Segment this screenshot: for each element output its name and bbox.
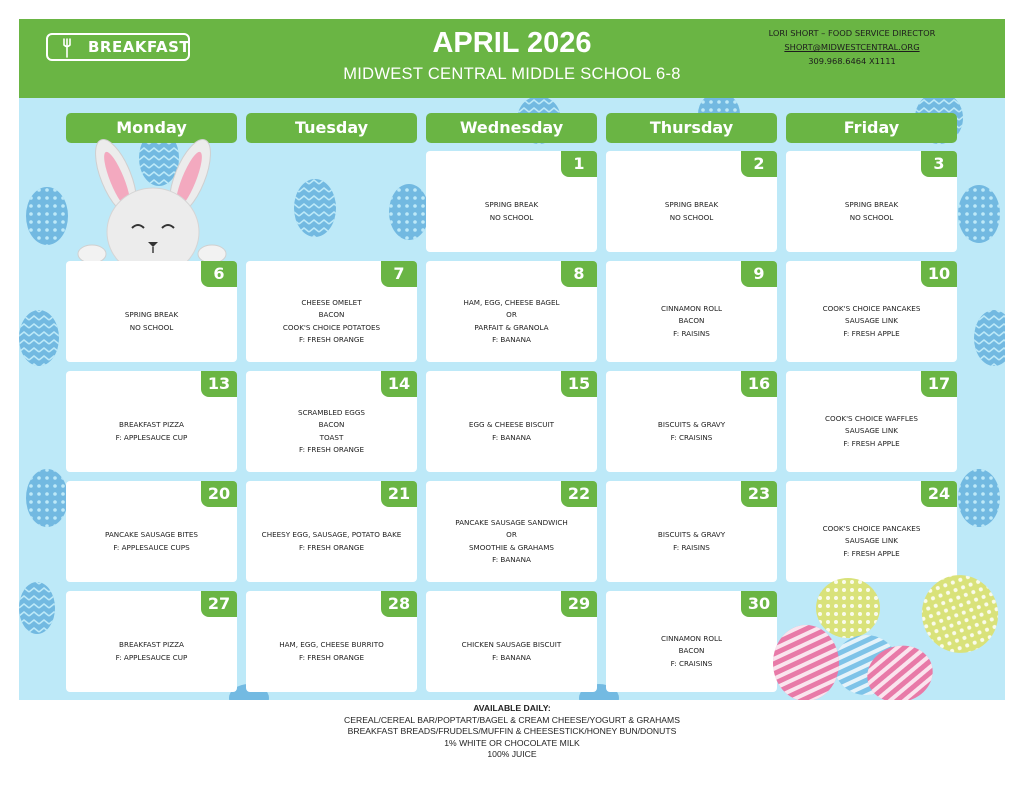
available-daily	[0, 703, 1024, 761]
menu-line: BACON	[678, 316, 705, 326]
menu-line: BREAKFAST PIZZA	[119, 640, 184, 650]
menu-items	[786, 397, 957, 466]
menu-line: BISCUITS & GRAVY	[657, 530, 726, 540]
menu-line: NO SCHOOL	[129, 322, 174, 332]
menu-line: CHEESE OMELET	[301, 297, 362, 307]
menu-line: F: RAISINS	[673, 542, 710, 552]
menu-line: SCRAMBLED EGGS	[298, 407, 365, 417]
menu-items	[426, 287, 597, 356]
day-number: 21	[381, 481, 417, 507]
menu-items	[66, 287, 237, 356]
menu-items	[786, 287, 957, 356]
day-number: 14	[381, 371, 417, 397]
menu-line: F: BANANA	[492, 432, 531, 442]
menu-items	[426, 397, 597, 466]
weekday-thursday: Thursday	[606, 113, 777, 143]
menu-items	[66, 507, 237, 576]
menu-items	[426, 507, 597, 576]
calendar-day	[606, 481, 777, 582]
available-daily-title: AVAILABLE DAILY:	[473, 703, 551, 713]
menu-line: F: BANANA	[492, 554, 531, 564]
calendar-day	[426, 481, 597, 582]
menu-items	[426, 177, 597, 246]
menu-line: CINNAMON ROLL	[661, 634, 722, 644]
menu-line: F: FRESH APPLE	[843, 328, 900, 338]
day-number: 22	[561, 481, 597, 507]
menu-line: PARFAIT & GRANOLA	[474, 322, 549, 332]
day-number: 17	[921, 371, 957, 397]
bunny-illustration	[72, 132, 232, 264]
available-daily-line: BREAKFAST BREADS/FRUDELS/MUFFIN & CHEESESTICK/HONEY BUN/DONUTS	[347, 726, 677, 737]
menu-line: F: APPLESAUCE CUP	[115, 432, 188, 442]
day-number: 13	[201, 371, 237, 397]
menu-items	[606, 177, 777, 246]
menu-items	[606, 397, 777, 466]
calendar-day	[606, 371, 777, 472]
calendar-day	[426, 591, 597, 692]
menu-line: SMOOTHIE & GRAHAMS	[469, 542, 554, 552]
menu-items	[246, 287, 417, 356]
menu-line: HAM, EGG, CHEESE BAGEL	[463, 297, 560, 307]
menu-line: F: FRESH ORANGE	[299, 334, 364, 344]
day-number: 28	[381, 591, 417, 617]
menu-line: SPRING BREAK	[124, 310, 179, 320]
menu-items	[606, 617, 777, 686]
menu-line: NO SCHOOL	[849, 212, 894, 222]
page-subtitle: MIDWEST CENTRAL MIDDLE SCHOOL 6-8	[343, 65, 681, 83]
menu-line: BREAKFAST PIZZA	[119, 420, 184, 430]
calendar-day	[786, 261, 957, 362]
contact-info	[752, 26, 952, 68]
menu-line: COOK'S CHOICE WAFFLES	[825, 414, 918, 424]
menu-items	[246, 397, 417, 466]
menu-line: F: FRESH ORANGE	[299, 542, 364, 552]
menu-line: OR	[506, 310, 517, 320]
day-number: 6	[201, 261, 237, 287]
calendar-day	[426, 261, 597, 362]
menu-line: COOK'S CHOICE PANCAKES	[822, 304, 921, 314]
menu-line: F: FRESH APPLE	[843, 438, 900, 448]
weekday-wednesday: Wednesday	[426, 113, 597, 143]
day-number: 9	[741, 261, 777, 287]
logo-label: BREAKFAST	[88, 38, 191, 56]
calendar-day	[246, 261, 417, 362]
day-number: 3	[921, 151, 957, 177]
menu-items	[66, 397, 237, 466]
menu-line: CHEESY EGG, SAUSAGE, POTATO BAKE	[261, 530, 402, 540]
menu-line: NO SCHOOL	[489, 212, 534, 222]
menu-line: F: RAISINS	[673, 328, 710, 338]
calendar-day	[786, 371, 957, 472]
menu-items	[786, 177, 957, 246]
day-number: 7	[381, 261, 417, 287]
calendar-day	[66, 371, 237, 472]
menu-line: F: BANANA	[492, 652, 531, 662]
day-number: 1	[561, 151, 597, 177]
menu-line: SAUSAGE LINK	[845, 316, 898, 326]
calendar-day	[606, 591, 777, 692]
calendar-day	[66, 261, 237, 362]
available-daily-line: CEREAL/CEREAL BAR/POPTART/BAGEL & CREAM CHEESE/YOGURT & GRAHAMS	[344, 714, 680, 725]
menu-line: BACON	[678, 646, 705, 656]
menu-line: PANCAKE SAUSAGE BITES	[105, 530, 198, 540]
calendar-day	[66, 591, 237, 692]
day-number: 27	[201, 591, 237, 617]
menu-line: HAM, EGG, CHEESE BURRITO	[279, 640, 384, 650]
menu-line: COOK'S CHOICE POTATOES	[282, 322, 381, 332]
weekday-monday: Monday	[66, 113, 237, 143]
day-number: 16	[741, 371, 777, 397]
weekday-friday: Friday	[786, 113, 957, 143]
calendar-day	[786, 481, 957, 582]
menu-line: BACON	[318, 420, 345, 430]
menu-line: SAUSAGE LINK	[845, 536, 898, 546]
day-number: 23	[741, 481, 777, 507]
page-title: APRIL 2026	[432, 27, 592, 59]
menu-items	[66, 617, 237, 686]
menu-items	[426, 617, 597, 686]
menu-line: F: FRESH ORANGE	[299, 652, 364, 662]
menu-line: CHICKEN SAUSAGE BISCUIT	[461, 640, 562, 650]
menu-line: SPRING BREAK	[484, 200, 539, 210]
menu-items	[786, 507, 957, 576]
menu-line: F: BANANA	[492, 334, 531, 344]
menu-line: F: APPLESAUCE CUPS	[113, 542, 190, 552]
menu-line: F: FRESH APPLE	[843, 548, 900, 558]
menu-line: EGG & CHEESE BISCUIT	[468, 420, 555, 430]
day-number: 2	[741, 151, 777, 177]
easter-eggs-illustration	[768, 570, 1004, 700]
menu-line: F: CRAISINS	[670, 658, 713, 668]
calendar-day	[246, 371, 417, 472]
day-number: 8	[561, 261, 597, 287]
menu-items	[246, 617, 417, 686]
calendar-day	[606, 261, 777, 362]
menu-line: NO SCHOOL	[669, 212, 714, 222]
menu-line: OR	[506, 530, 517, 540]
menu-items	[606, 507, 777, 576]
day-number: 24	[921, 481, 957, 507]
calendar-day	[786, 151, 957, 252]
day-number: 10	[921, 261, 957, 287]
menu-line: F: CRAISINS	[670, 432, 713, 442]
header-bar	[19, 19, 1005, 98]
menu-line: COOK'S CHOICE PANCAKES	[822, 524, 921, 534]
calendar-day	[66, 481, 237, 582]
day-number: 15	[561, 371, 597, 397]
menu-line: F: APPLESAUCE CUP	[115, 652, 188, 662]
calendar-day	[426, 371, 597, 472]
menu-line: SPRING BREAK	[664, 200, 719, 210]
calendar-day	[426, 151, 597, 252]
contact-phone: 309.968.6464 X1111	[808, 56, 896, 66]
day-number: 20	[201, 481, 237, 507]
menu-line: SPRING BREAK	[844, 200, 899, 210]
menu-line: F: FRESH ORANGE	[299, 444, 364, 454]
menu-line: TOAST	[319, 432, 344, 442]
menu-line: BACON	[318, 310, 345, 320]
calendar-day	[246, 591, 417, 692]
weekday-tuesday: Tuesday	[246, 113, 417, 143]
menu-line: SAUSAGE LINK	[845, 426, 898, 436]
contact-name: LORI SHORT – FOOD SERVICE DIRECTOR	[768, 28, 936, 38]
calendar-day	[606, 151, 777, 252]
day-number: 30	[741, 591, 777, 617]
calendar-day	[246, 481, 417, 582]
available-daily-line: 100% JUICE	[487, 749, 537, 760]
menu-line: PANCAKE SAUSAGE SANDWICH	[455, 517, 568, 527]
menu-line: CINNAMON ROLL	[661, 304, 722, 314]
menu-items	[246, 507, 417, 576]
available-daily-line: 1% WHITE OR CHOCOLATE MILK	[444, 737, 580, 748]
menu-items	[606, 287, 777, 356]
contact-email[interactable]: SHORT@MIDWESTCENTRAL.ORG	[784, 42, 920, 52]
menu-line: BISCUITS & GRAVY	[657, 420, 726, 430]
day-number: 29	[561, 591, 597, 617]
